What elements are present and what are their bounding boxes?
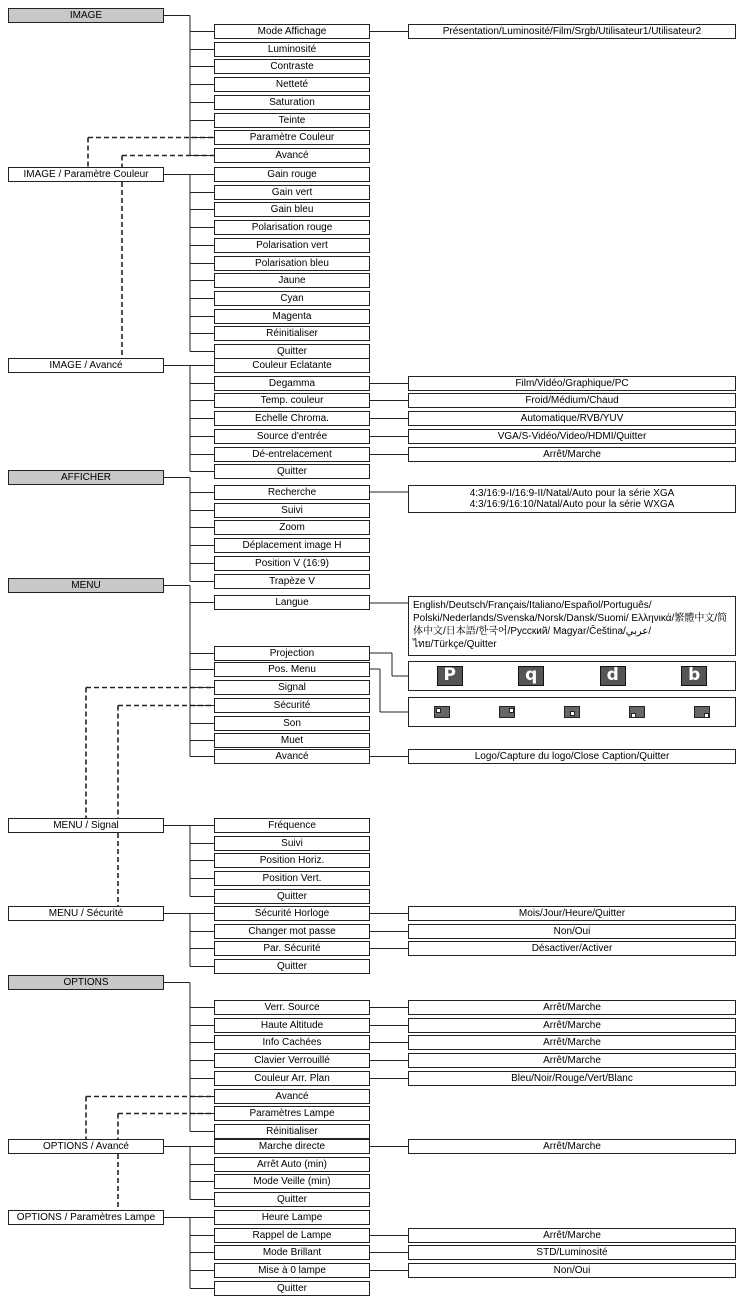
menu-item: Temp. couleur — [214, 393, 370, 408]
menu-item: Sécurité Horloge — [214, 906, 370, 921]
menu-item: Trapèze V — [214, 574, 370, 589]
section-options: OPTIONS — [8, 975, 164, 990]
option-values: Arrêt/Marche — [408, 1035, 736, 1050]
menu-item: Echelle Chroma. — [214, 411, 370, 426]
section-options-avance: OPTIONS / Avancé — [8, 1139, 164, 1154]
menu-item: Avancé — [214, 148, 370, 163]
menu-item: Projection — [214, 646, 370, 661]
menu-item: Quitter — [214, 959, 370, 974]
menu-item: Luminosité — [214, 42, 370, 57]
menu-item: Sécurité — [214, 698, 370, 713]
menu-item: Jaune — [214, 273, 370, 288]
menu-item: Pos. Menu — [214, 662, 370, 677]
menu-item: Zoom — [214, 520, 370, 535]
menu-item: Suivi — [214, 836, 370, 851]
option-values: Arrêt/Marche — [408, 1053, 736, 1068]
menu-position-bottom-left-icon — [629, 706, 645, 718]
projection-icons — [408, 661, 736, 691]
menu-item: Langue — [214, 595, 370, 610]
option-values: Arrêt/Marche — [408, 1018, 736, 1033]
menu-item: Source d'entrée — [214, 429, 370, 444]
option-values: Présentation/Luminosité/Film/Srgb/Utilisateur1/Utilisateur2 — [408, 24, 736, 39]
menu-position-top-right-icon — [499, 706, 515, 718]
option-values: Mois/Jour/Heure/Quitter — [408, 906, 736, 921]
menu-item: Cyan — [214, 291, 370, 306]
menu-item: Mode Affichage — [214, 24, 370, 39]
menu-item: Degamma — [214, 376, 370, 391]
menu-item: Mise à 0 lampe — [214, 1263, 370, 1278]
recherche-values — [408, 485, 736, 513]
section-image: IMAGE — [8, 8, 164, 23]
menu-item: Couleur Eclatante — [214, 358, 370, 373]
menu-item: Mode Brillant — [214, 1245, 370, 1260]
menu-item: Avancé — [214, 749, 370, 764]
option-values: Arrêt/Marche — [408, 1139, 736, 1154]
menu-item: Déplacement image H — [214, 538, 370, 553]
menu-item: Clavier Verrouillé — [214, 1053, 370, 1068]
menu-item: Gain vert — [214, 185, 370, 200]
menu-position-center-icon — [564, 706, 580, 718]
option-values: Arrêt/Marche — [408, 1228, 736, 1243]
option-values: Froid/Médium/Chaud — [408, 393, 736, 408]
menu-item: Quitter — [214, 1192, 370, 1207]
menu-item: Quitter — [214, 889, 370, 904]
menu-item: Position Horiz. — [214, 853, 370, 868]
menu-item: Muet — [214, 733, 370, 748]
option-values: STD/Luminosité — [408, 1245, 736, 1260]
option-values: Non/Oui — [408, 1263, 736, 1278]
option-values: VGA/S-Vidéo/Video/HDMI/Quitter — [408, 429, 736, 444]
menu-item: Paramètres Lampe — [214, 1106, 370, 1121]
menu-item: Contraste — [214, 59, 370, 74]
section-menu-securite: MENU / Sécurité — [8, 906, 164, 921]
menu-item: Réinitialiser — [214, 1124, 370, 1139]
menu-item: Polarisation rouge — [214, 220, 370, 235]
menu-item: Avancé — [214, 1089, 370, 1104]
language-values: English/Deutsch/Français/Italiano/Español/Português/ Polski/Nederlands/Svenska/Norsk/Dansk/Suomi/ Ελληνικά/繁體中文/简体中文/日本語/한국어/Русский/ Magyar/Čeština/عربي/ไทย/Türkçe/Quitter — [408, 596, 736, 656]
menu-item: Suivi — [214, 503, 370, 518]
menu-item: Haute Altitude — [214, 1018, 370, 1033]
menu-item: Quitter — [214, 1281, 370, 1296]
option-values: Non/Oui — [408, 924, 736, 939]
menu-position-icons — [408, 697, 736, 727]
menu-item: Position V (16:9) — [214, 556, 370, 571]
menu-item: Gain bleu — [214, 202, 370, 217]
section-menu: MENU — [8, 578, 164, 593]
section-options-lampe: OPTIONS / Paramètres Lampe — [8, 1210, 164, 1225]
menu-item: Verr. Source — [214, 1000, 370, 1015]
option-values: Logo/Capture du logo/Close Caption/Quitter — [408, 749, 736, 764]
option-values: Film/Vidéo/Graphique/PC — [408, 376, 736, 391]
option-values: Désactiver/Activer — [408, 941, 736, 956]
recherche-value-line: 4:3/16:9/16:10/Natal/Auto pour la série WXGA — [469, 499, 675, 510]
section-image-avance: IMAGE / Avancé — [8, 358, 164, 373]
menu-item: Gain rouge — [214, 167, 370, 182]
recherche-value-line: 4:3/16:9-I/16:9-II/Natal/Auto pour la série XGA — [469, 487, 675, 499]
projection-mode-icon: q — [518, 666, 544, 686]
menu-item: Info Cachées — [214, 1035, 370, 1050]
menu-item: Saturation — [214, 95, 370, 110]
option-values: Bleu/Noir/Rouge/Vert/Blanc — [408, 1071, 736, 1086]
projection-mode-icon: d — [600, 666, 626, 686]
menu-item: Teinte — [214, 113, 370, 128]
menu-item: Fréquence — [214, 818, 370, 833]
projection-mode-icon: P — [437, 666, 463, 686]
menu-item: Heure Lampe — [214, 1210, 370, 1225]
section-menu-signal: MENU / Signal — [8, 818, 164, 833]
menu-item: Couleur Arr. Plan — [214, 1071, 370, 1086]
option-values: Arrêt/Marche — [408, 1000, 736, 1015]
menu-item: Paramètre Couleur — [214, 130, 370, 145]
option-values: Arrêt/Marche — [408, 447, 736, 462]
menu-item: Netteté — [214, 77, 370, 92]
menu-item: Magenta — [214, 309, 370, 324]
menu-item: Changer mot passe — [214, 924, 370, 939]
menu-item: Mode Veille (min) — [214, 1174, 370, 1189]
menu-item: Quitter — [214, 344, 370, 359]
menu-item: Quitter — [214, 464, 370, 479]
section-image-couleur: IMAGE / Paramètre Couleur — [8, 167, 164, 182]
menu-item: Position Vert. — [214, 871, 370, 886]
menu-item: Recherche — [214, 485, 370, 500]
menu-item: Dé-entrelacement — [214, 447, 370, 462]
menu-position-bottom-right-icon — [694, 706, 710, 718]
menu-item: Arrêt Auto (min) — [214, 1157, 370, 1172]
menu-item: Polarisation bleu — [214, 256, 370, 271]
section-afficher: AFFICHER — [8, 470, 164, 485]
option-values: Automatique/RVB/YUV — [408, 411, 736, 426]
menu-position-top-left-icon — [434, 706, 450, 718]
menu-item: Par. Sécurité — [214, 941, 370, 956]
menu-item: Son — [214, 716, 370, 731]
menu-item: Signal — [214, 680, 370, 695]
menu-item: Marche directe — [214, 1139, 370, 1154]
menu-item: Réinitialiser — [214, 326, 370, 341]
menu-item: Rappel de Lampe — [214, 1228, 370, 1243]
menu-item: Polarisation vert — [214, 238, 370, 253]
projection-mode-icon: b — [681, 666, 707, 686]
